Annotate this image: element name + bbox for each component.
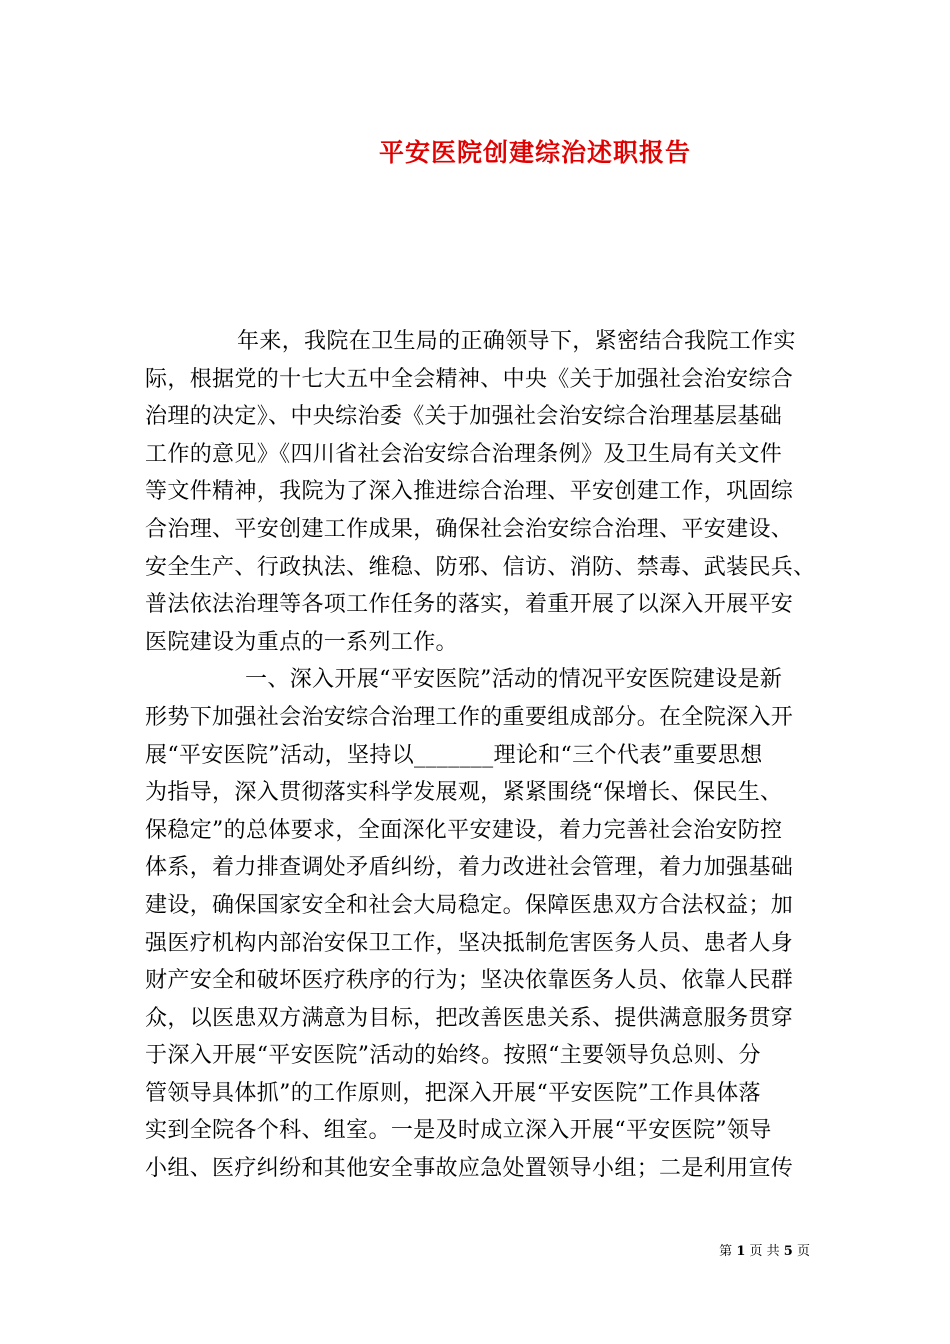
footer-current-page: 1 — [736, 1244, 746, 1259]
footer-total-pages: 5 — [783, 1244, 793, 1259]
document-body — [145, 323, 820, 1188]
body-line: 财产安全和破坏医疗秩序的行为；坚决依靠医务人员、依靠人民群 — [145, 968, 794, 994]
body-line: 于深入开展“平安医院”活动的始终。按照“主要领导负总则、分 — [145, 1043, 761, 1069]
footer-middle: 页 共 — [749, 1244, 780, 1259]
body-line: 年来，我院在卫生局的正确领导下，紧密结合我院工作实 — [237, 329, 796, 354]
body-line: 安全生产、行政执法、维稳、防邪、信访、消防、禁毒、武装民兵、 — [145, 554, 816, 580]
body-line: 合治理、平安创建工作成果，确保社会治安综合治理、平安建设、 — [145, 516, 794, 542]
body-line: 形势下加强社会治安综合治理工作的重要组成部分。在全院深入开 — [145, 704, 794, 730]
body-line: 际，根据党的十七大五中全会精神、中央《关于加强社会治安综合 — [145, 366, 794, 392]
body-line: 治理的决定》、中央综治委《关于加强社会治安综合治理基层基础 — [145, 404, 783, 430]
body-line: 普法依法治理等各项工作任务的落实，着重开展了以深入开展平安 — [145, 592, 794, 618]
body-line: 小组、医疗纠纷和其他安全事故应急处置领导小组；二是利用宣传 — [145, 1156, 794, 1182]
footer-suffix: 页 — [796, 1244, 810, 1259]
body-line: 一、深入开展“平安医院”活动的情况平安医院建设是新 — [245, 667, 783, 693]
body-line: 体系，着力排查调处矛盾纠纷，着力改进社会管理，着力加强基础 — [145, 855, 794, 881]
body-line: 保稳定”的总体要求，全面深化平安建设，着力完善社会治安防控 — [145, 817, 783, 843]
body-line: 建设，确保国家安全和社会大局稳定。保障医患双方合法权益；加 — [145, 892, 794, 918]
body-line: 强医疗机构内部治安保卫工作，坚决抵制危害医务人员、患者人身 — [145, 930, 794, 956]
body-line: 医院建设为重点的一系列工作。 — [145, 629, 458, 655]
document-title: 平安医院创建综治述职报告 — [378, 138, 691, 167]
body-line: 等文件精神，我院为了深入推进综合治理、平安创建工作，巩固综 — [145, 479, 794, 505]
body-line: 实到全院各个科、组室。一是及时成立深入开展“平安医院”领导 — [145, 1118, 772, 1144]
page-number-footer — [719, 1240, 810, 1259]
body-line: 工作的意见》《四川省社会治安综合治理条例》及卫生局有关文件 — [145, 441, 783, 467]
footer-prefix: 第 — [719, 1244, 733, 1259]
body-line: 众，以医患双方满意为目标，把改善医患关系、提供满意服务贯穿 — [145, 1005, 794, 1031]
body-line: 管领导具体抓”的工作原则，把深入开展“平安医院”工作具体落 — [145, 1080, 761, 1106]
body-line: 为指导，深入贯彻落实科学发展观，紧紧围绕“保增长、保民生、 — [145, 780, 783, 806]
body-line: 展“平安医院”活动，坚持以_______理论和“三个代表”重要思想 — [145, 742, 763, 768]
